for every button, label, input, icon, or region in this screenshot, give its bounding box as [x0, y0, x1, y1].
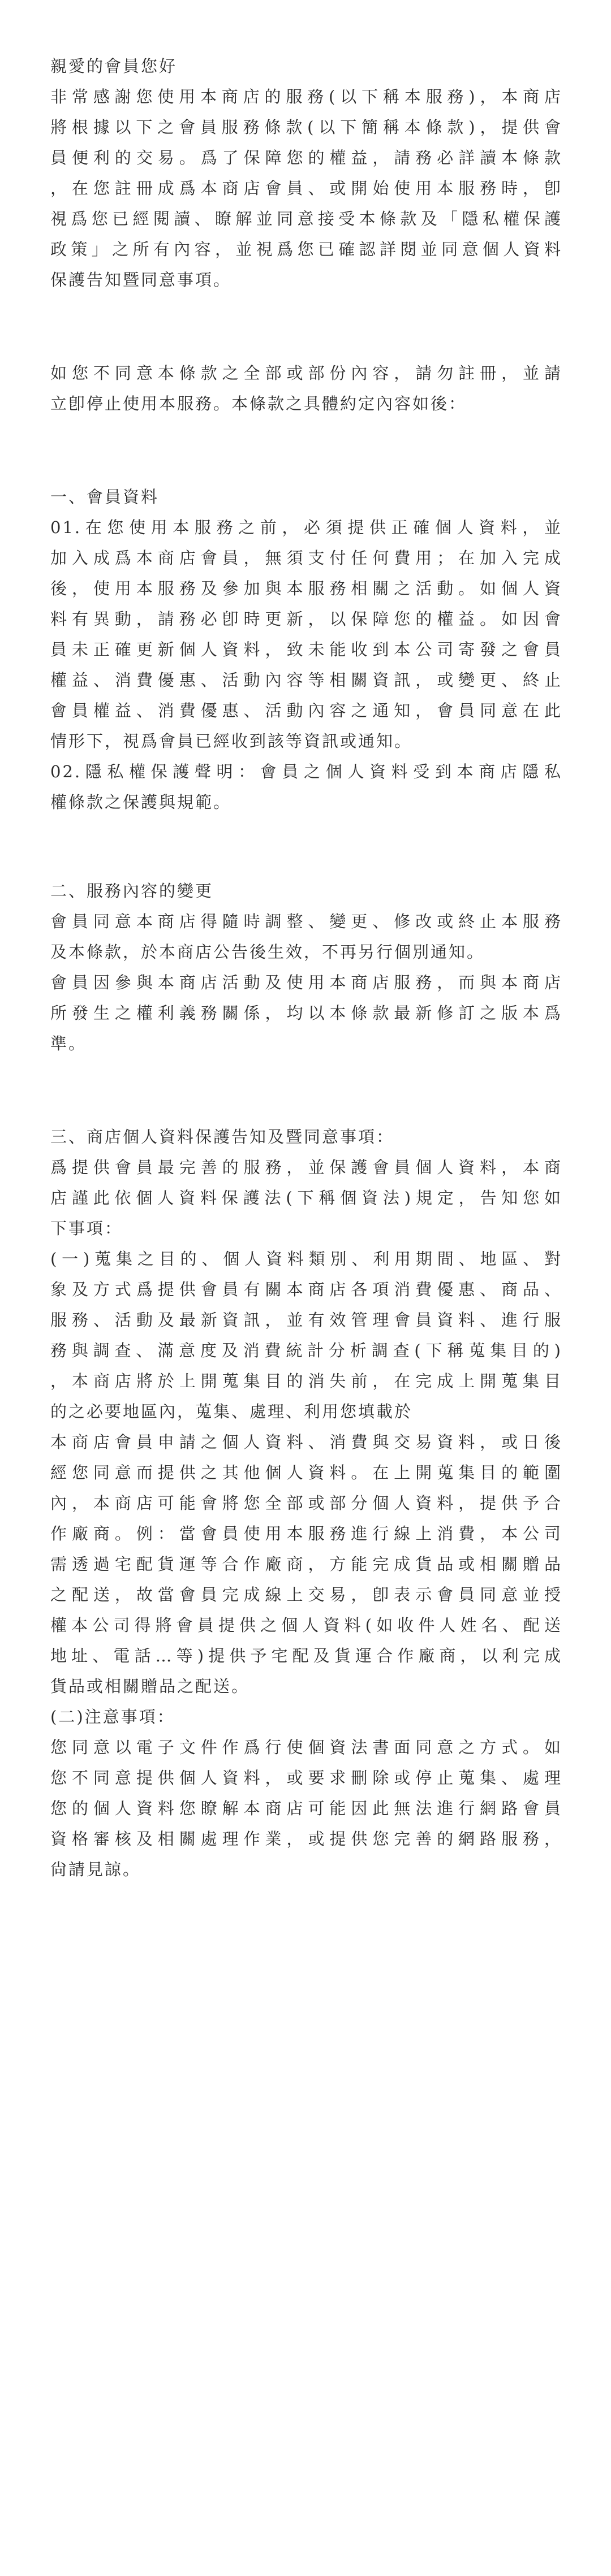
notice-line: 立卽停止使用本服務。本條款之具體約定內容如後：	[50, 394, 467, 413]
section-3-line: 之配送，故當會員完成線上交易，卽表示會員同意並授	[50, 1585, 562, 1604]
intro-line: 視爲您已經閱讀、瞭解並同意接受本條款及「隱私權保護	[50, 209, 562, 228]
section-1-line: 01.在您使用本服務之前，必須提供正確個人資料，並	[50, 518, 562, 537]
intro-line: 保護告知暨同意事項。	[50, 270, 232, 289]
section-1-line: 情形下，視爲會員已經收到該等資訊或通知。	[50, 731, 413, 751]
intro-line: 將根據以下之會員服務條款(以下簡稱本條款)，提供會	[50, 118, 562, 137]
section-3-line: 爲提供會員最完善的服務，並保護會員個人資料，本商	[50, 1158, 562, 1177]
section-2-heading: 二、服務內容的變更	[50, 881, 214, 900]
section-3-line: 地址、電話…等)提供予宅配及貨運合作廠商，以利完成	[50, 1646, 562, 1665]
section-1-line: 加入成爲本商店會員，無須支付任何費用；在加入完成	[50, 548, 562, 568]
intro-line: 員便利的交易。爲了保障您的權益，請務必詳讀本條款	[50, 148, 562, 167]
terms-document	[50, 51, 562, 1885]
section-3-line: 服務、活動及最新資訊，並有效管理會員資料、進行服	[50, 1310, 562, 1330]
section-3-line: 店謹此依個人資料保護法(下稱個資法)規定，告知您如	[50, 1188, 562, 1207]
section-3-heading: 三、商店個人資料保護告知及暨同意事項：	[50, 1127, 395, 1146]
section-2-line: 及本條款，於本商店公告後生效，不再另行個別通知。	[50, 942, 485, 962]
section-3-line: 貨品或相關贈品之配送。	[50, 1677, 250, 1696]
section-1-line: 後，使用本服務及參加與本服務相關之活動。如個人資	[50, 579, 562, 598]
intro-line: ，在您註冊成爲本商店會員、或開始使用本服務時，卽	[50, 179, 562, 198]
section-1-heading: 一、會員資料	[50, 487, 160, 506]
intro-line: 政策」之所有內容，並視爲您已確認詳閱並同意個人資料	[50, 240, 562, 259]
section-3-line: 的之必要地區內，蒐集、處理、利用您填載於	[50, 1402, 413, 1421]
section-3-line: 務與調查、滿意度及消費統計分析調查(下稱蒐集目的)	[50, 1341, 562, 1360]
notice-line: 如您不同意本條款之全部或部份內容，請勿註冊，並請	[50, 363, 562, 383]
section-2-line: 會員同意本商店得隨時調整、變更、修改或終止本服務	[50, 912, 562, 931]
section-3-line: 您的個人資料您瞭解本商店可能因此無法進行網路會員	[50, 1799, 562, 1818]
section-1-line: 料有異動，請務必卽時更新，以保障您的權益。如因會	[50, 609, 562, 629]
section-1-line: 權條款之保護與規範。	[50, 793, 232, 812]
section-2-line: 會員因參與本商店活動及使用本商店服務，而與本商店	[50, 973, 562, 992]
section-3-line: 權本公司得將會員提供之個人資料(如收件人姓名、配送	[50, 1616, 562, 1635]
section-3-line: 經您同意而提供之其他個人資料。在上開蒐集目的範圍	[50, 1463, 562, 1482]
section-3-line: (二)注意事項：	[50, 1707, 175, 1726]
section-3-line: 您不同意提供個人資料，或要求刪除或停止蒐集、處理	[50, 1768, 562, 1787]
section-3-line: ，本商店將於上開蒐集目的消失前，在完成上開蒐集目	[50, 1371, 562, 1391]
section-3-line: 資格審核及相關處理作業，或提供您完善的網路服務，	[50, 1829, 562, 1848]
section-3-line: 本商店會員申請之個人資料、消費與交易資料，或日後	[50, 1432, 562, 1452]
intro-line: 非常感謝您使用本商店的服務(以下稱本服務)，本商店	[50, 87, 562, 106]
section-3-line: 您同意以電子文件作爲行使個資法書面同意之方式。如	[50, 1738, 562, 1757]
section-3-line: 作廠商。例：當會員使用本服務進行線上消費，本公司	[50, 1524, 562, 1543]
section-1-line: 會員權益、消費優惠、活動內容之通知，會員同意在此	[50, 701, 562, 720]
section-3-line: 尙請見諒。	[50, 1860, 141, 1879]
section-3-line: 內，本商店可能會將您全部或部分個人資料，提供予合	[50, 1493, 562, 1513]
section-1-line: 員未正確更新個人資料，致未能收到本公司寄發之會員	[50, 640, 562, 659]
section-1-line: 02.隱私權保護聲明：會員之個人資料受到本商店隱私	[50, 762, 562, 781]
section-3-line: 象及方式爲提供會員有關本商店各項消費優惠、商品、	[50, 1280, 562, 1299]
section-2-line: 所發生之權利義務關係，均以本條款最新修訂之版本爲	[50, 1003, 562, 1023]
section-3-line: (一)蒐集之目的、個人資料類別、利用期間、地區、對	[50, 1249, 562, 1268]
section-1-line: 權益、消費優惠、活動內容等相關資訊，或變更、終止	[50, 670, 562, 690]
section-2-line: 準。	[50, 1034, 87, 1053]
section-3-line: 下事項：	[50, 1219, 123, 1238]
section-3-line: 需透過宅配貨運等合作廠商，方能完成貨品或相關贈品	[50, 1555, 562, 1574]
greeting: 親愛的會員您好	[50, 57, 178, 76]
